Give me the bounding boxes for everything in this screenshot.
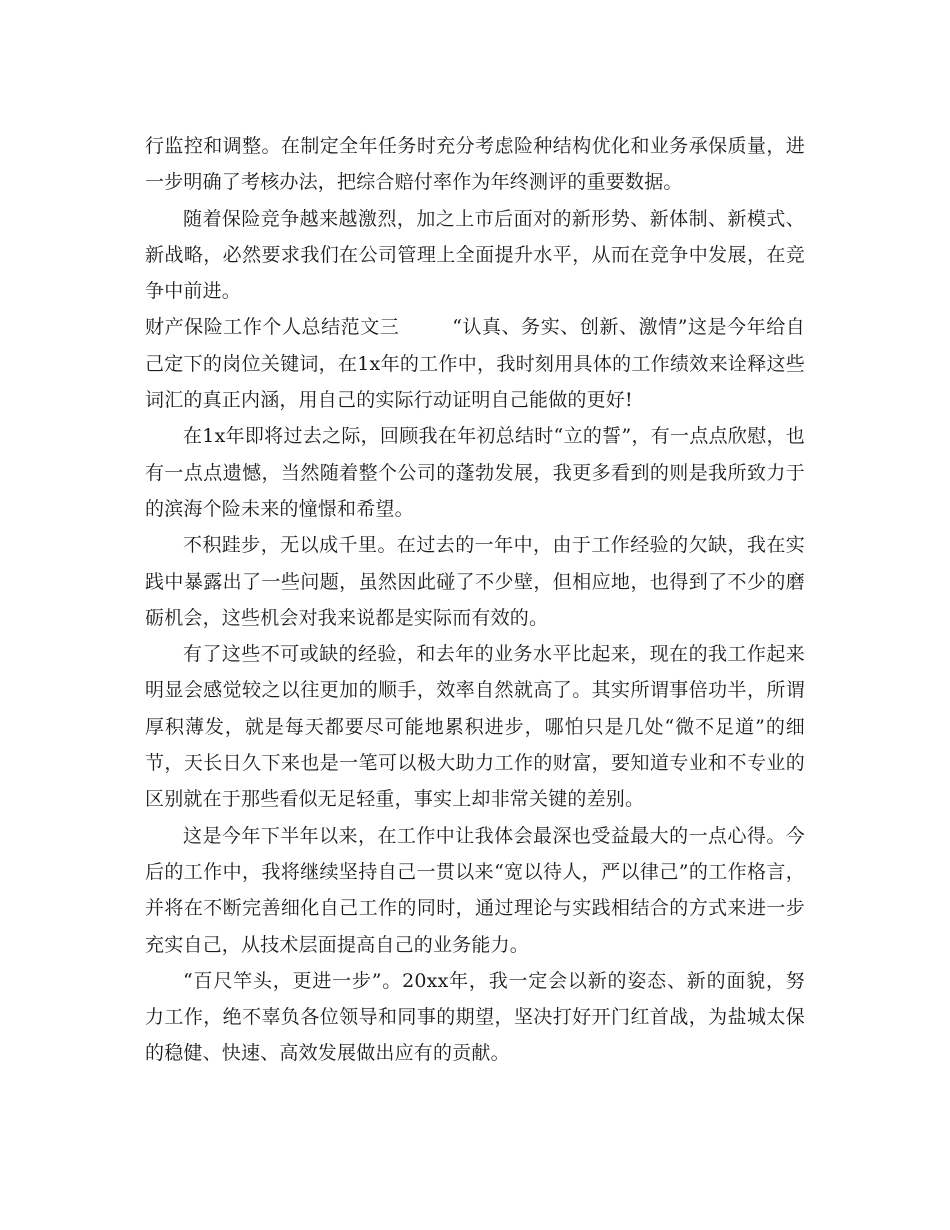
paragraph-7: 这是今年下半年以来，在工作中让我体会最深也受益最大的一点心得。今后的工作中，我将继续坚持自己一贯以来“宽以待人，严以律己”的工作格言，并将在不断完善细化自己工作的同时，通过理论与实践相结合的方式来进一步充实自己，从技术层面提高自己的业务能力。 xyxy=(145,824,805,956)
document-body xyxy=(145,128,805,1072)
paragraph-8: “百尺竿头，更进一步”。20xx年，我一定会以新的姿态、新的面貌，努力工作，绝不辜负各位领导和同事的期望，坚决打好开门红首战，为盐城太保的稳健、快速、高效发展做出应有的贡献。 xyxy=(145,969,805,1065)
paragraph-2: 随着保险竞争越来越激烈，加之上市后面对的新形势、新体制、新模式、新战略，必然要求我们在公司管理上全面提升水平，从而在竞争中发展，在竞争中前进。 xyxy=(145,207,805,303)
paragraph-3 xyxy=(145,309,805,418)
paragraph-5: 不积跬步，无以成千里。在过去的一年中，由于工作经验的欠缺，我在实践中暴露出了一些问题，虽然因此碰了不少壁，但相应地，也得到了不少的磨砺机会，这些机会对我来说都是实际而有效的。 xyxy=(145,534,805,629)
paragraph-4: 在1x年即将过去之际，回顾我在年初总结时“立的誓”，有一点点欣慰，也有一点点遗憾，当然随着整个公司的蓬勃发展，我更多看到的则是我所致力于的滨海个险未来的憧憬和希望。 xyxy=(145,425,805,520)
paragraph-1: 行监控和调整。在制定全年任务时充分考虑险种结构优化和业务承保质量，进一步明确了考核办法，把综合赔付率作为年终测评的重要数据。 xyxy=(145,135,805,194)
paragraph-6: 有了这些不可或缺的经验，和去年的业务水平比起来，现在的我工作起来明显会感觉较之以往更加的顺手，效率自然就高了。其实所谓事倍功半，所谓厚积薄发，就是每天都要尽可能地累积进步，哪怕只是几处“微不足道”的细节，天长日久下来也是一笔可以极大助力工作的财富，要知道专业和不专业的区别就在于那些看似无足轻重，事实上却非常关键的差别。 xyxy=(145,643,805,811)
section-heading: 财产保险工作个人总结范文三 xyxy=(145,316,400,339)
paragraph-3-text: “认真、务实、创新、激情”这是今年给自己定下的岗位关键词，在1x年的工作中，我时刻用具体的工作绩效来诠释这些词汇的真正内涵，用自己的实际行动证明自己能做的更好! xyxy=(145,316,806,412)
heading-gap xyxy=(399,316,452,338)
